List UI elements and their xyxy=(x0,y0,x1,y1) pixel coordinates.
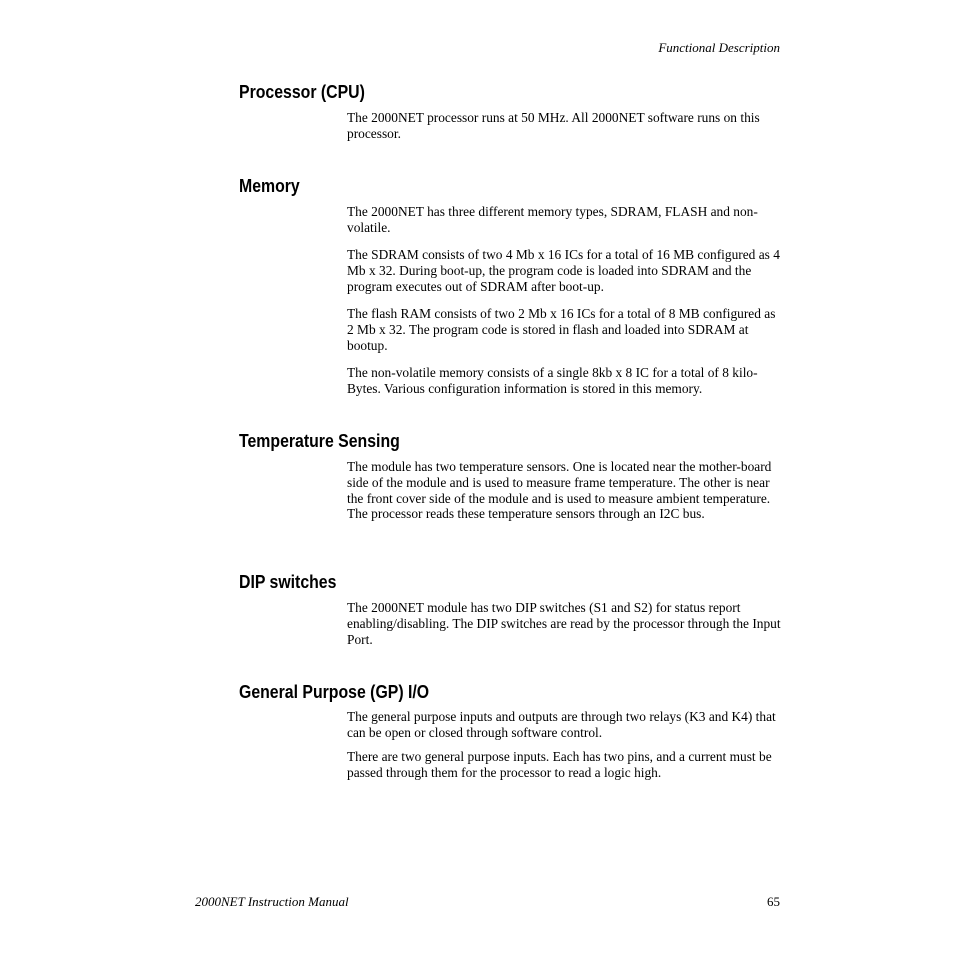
section-heading-processor: Processor (CPU) xyxy=(239,82,365,102)
paragraph-memory-sdram: The SDRAM consists of two 4 Mb x 16 ICs for a total of 16 MB configured as 4 Mb x 32. During boot-up, the program code is loaded into SDRAM and the program executes out of SDRAM after boot-up. xyxy=(347,247,780,294)
paragraph-dip-switches: The 2000NET module has two DIP switches (S1 and S2) for status report enabling/disabling. The DIP switches are read by the processor through the Input Port. xyxy=(347,600,781,647)
paragraph-processor: The 2000NET processor runs at 50 MHz. All 2000NET software runs on this processor. xyxy=(347,110,760,141)
footer-page-number: 65 xyxy=(767,894,780,909)
running-header: Functional Description xyxy=(658,40,780,55)
paragraph-temperature: The module has two temperature sensors. One is located near the mother-board side of the module and is used to measure frame temperature. The other is near the front cover side of the module and is used to measure ambient temperature. The processor reads these temperature sensors through an I2C bus. xyxy=(347,459,772,522)
paragraph-memory-nonvolatile: The non-volatile memory consists of a single 8kb x 8 IC for a total of 8 kilo-Bytes. Various configuration information is stored in this memory. xyxy=(347,365,758,396)
paragraph-memory-types: The 2000NET has three different memory types, SDRAM, FLASH and non-volatile. xyxy=(347,204,758,235)
paragraph-gp-io-inputs: There are two general purpose inputs. Each has two pins, and a current must be passed through them for the processor to read a logic high. xyxy=(347,749,772,780)
footer-manual-title: 2000NET Instruction Manual xyxy=(195,894,349,909)
section-heading-dip-switches: DIP switches xyxy=(239,572,337,592)
section-heading-memory: Memory xyxy=(239,176,300,196)
section-heading-temperature: Temperature Sensing xyxy=(239,431,400,451)
section-heading-gp-io: General Purpose (GP) I/O xyxy=(239,682,430,702)
paragraph-memory-flash: The flash RAM consists of two 2 Mb x 16 ICs for a total of 8 MB configured as 2 Mb x 32. The program code is stored in flash and loaded into SDRAM at bootup. xyxy=(347,306,776,353)
paragraph-gp-io-relays: The general purpose inputs and outputs are through two relays (K3 and K4) that can be open or closed through software control. xyxy=(347,709,776,740)
